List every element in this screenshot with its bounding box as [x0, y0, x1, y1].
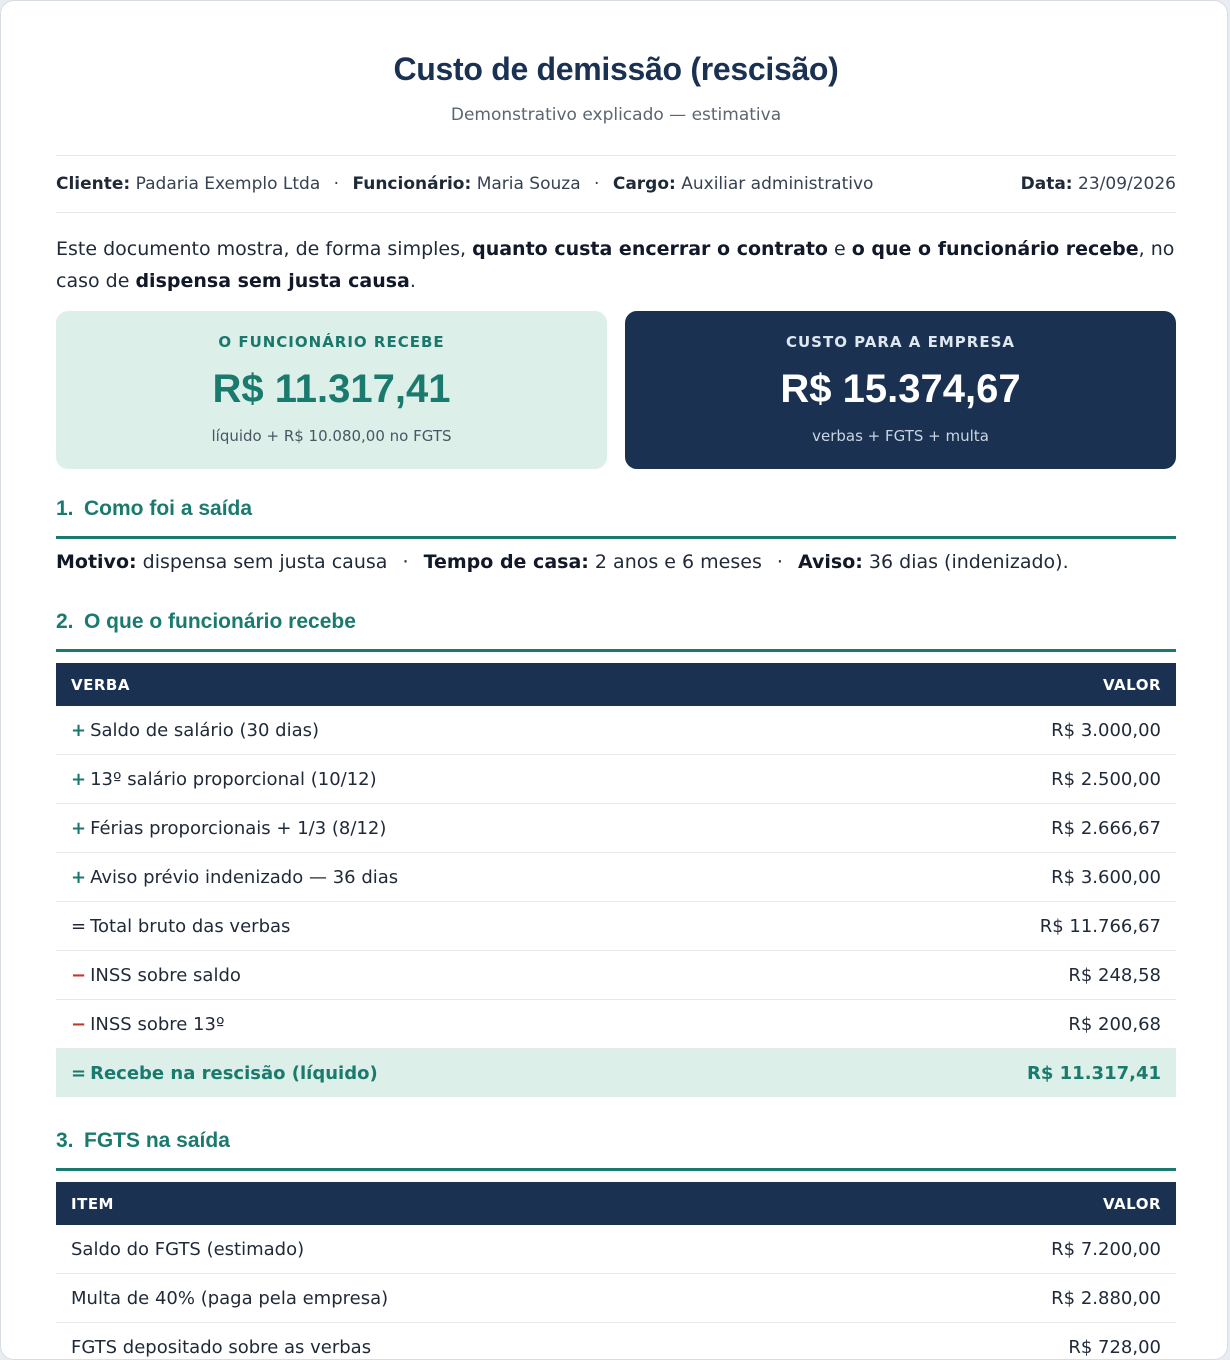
row-label: Recebe na rescisão (líquido) [90, 1063, 378, 1084]
date-value: 23/09/2026 [1078, 174, 1176, 194]
row-label: Saldo do FGTS (estimado) [56, 1225, 854, 1274]
row-label: Total bruto das verbas [90, 916, 290, 937]
row-value: R$ 3.000,00 [824, 706, 1176, 755]
row-label-cell [56, 853, 824, 902]
card-label: O FUNCIONÁRIO RECEBE [56, 333, 607, 351]
detail-separator: · [402, 551, 408, 573]
card-label: CUSTO PARA A EMPRESA [625, 333, 1176, 351]
column-header-valor: VALOR [824, 663, 1176, 706]
row-label: Multa de 40% (paga pela empresa) [56, 1274, 854, 1323]
row-label: INSS sobre saldo [90, 965, 241, 986]
reason-label: Motivo: [56, 551, 137, 573]
row-value: R$ 728,00 [854, 1323, 1176, 1360]
column-header-valor: VALOR [854, 1182, 1176, 1225]
row-value: R$ 248,58 [824, 951, 1176, 1000]
section-number: 2. [56, 610, 84, 634]
row-value: R$ 11.317,41 [824, 1049, 1176, 1098]
section-number: 3. [56, 1129, 84, 1153]
row-value: R$ 3.600,00 [824, 853, 1176, 902]
row-label: FGTS depositado sobre as verbas [56, 1323, 854, 1360]
notice-label: Aviso: [798, 551, 863, 573]
row-label: 13º salário proporcional (10/12) [90, 769, 377, 790]
employee-name: Maria Souza [477, 174, 581, 194]
row-label-cell [56, 706, 824, 755]
row-label-cell [56, 1049, 824, 1098]
row-label-cell [56, 755, 824, 804]
column-header-verba: VERBA [56, 663, 824, 706]
receives-table [56, 663, 1176, 1097]
plus-sign: + [71, 769, 86, 790]
intro-text: e [828, 238, 852, 260]
notice-value: 36 dias (indenizado). [869, 551, 1069, 573]
meta-separator: · [594, 174, 599, 194]
table-row [56, 1274, 1176, 1323]
card-subtext: verbas + FGTS + multa [625, 427, 1176, 445]
section-title: O que o funcionário recebe [84, 610, 356, 633]
table-row [56, 1000, 1176, 1049]
exit-details [56, 551, 1176, 573]
card-amount: R$ 11.317,41 [56, 367, 607, 412]
intro-paragraph [56, 233, 1176, 297]
client-name: Padaria Exemplo Ltda [136, 174, 321, 194]
intro-emphasis: o que o funcionário recebe [852, 238, 1139, 260]
intro-text: , no caso de [56, 238, 1174, 292]
row-value: R$ 2.500,00 [824, 755, 1176, 804]
meta-right [1021, 174, 1176, 194]
employee-receives-card [56, 311, 607, 469]
date-label: Data: [1021, 174, 1073, 194]
column-header-item: ITEM [56, 1182, 854, 1225]
section-title: FGTS na saída [84, 1129, 230, 1152]
minus-sign: − [71, 1014, 86, 1035]
table-header-row [56, 1182, 1176, 1225]
role-label: Cargo: [613, 174, 676, 194]
fgts-table [56, 1182, 1176, 1360]
total-row [56, 1049, 1176, 1098]
table-row [56, 902, 1176, 951]
minus-sign: − [71, 965, 86, 986]
row-value: R$ 7.200,00 [854, 1225, 1176, 1274]
tenure-value: 2 anos e 6 meses [595, 551, 762, 573]
company-cost-card [625, 311, 1176, 469]
employee-label: Funcionário: [352, 174, 471, 194]
card-subtext: líquido + R$ 10.080,00 no FGTS [56, 427, 607, 445]
intro-text: Este documento mostra, de forma simples, [56, 238, 472, 260]
intro-text: . [410, 270, 416, 292]
meta-left [56, 174, 873, 194]
role-name: Auxiliar administrativo [681, 174, 873, 194]
table-row [56, 755, 1176, 804]
row-label-cell [56, 951, 824, 1000]
meta-separator: · [334, 174, 339, 194]
row-value: R$ 200,68 [824, 1000, 1176, 1049]
page-title: Custo de demissão (rescisão) [56, 51, 1176, 88]
intro-emphasis: dispensa sem justa causa [135, 270, 409, 292]
table-row [56, 1323, 1176, 1360]
equals-sign: = [71, 1063, 86, 1084]
section-heading-fgts [56, 1129, 1176, 1171]
section-title: Como foi a saída [84, 497, 252, 520]
meta-bar [56, 155, 1176, 213]
table-header-row [56, 663, 1176, 706]
table-row [56, 804, 1176, 853]
row-label: Saldo de salário (30 dias) [90, 720, 319, 741]
tenure-label: Tempo de casa: [424, 551, 589, 573]
row-label-cell [56, 902, 824, 951]
row-label-cell [56, 804, 824, 853]
reason-value: dispensa sem justa causa [143, 551, 388, 573]
plus-sign: + [71, 867, 86, 888]
table-row [56, 706, 1176, 755]
table-row [56, 951, 1176, 1000]
section-number: 1. [56, 497, 84, 521]
row-value: R$ 2.666,67 [824, 804, 1176, 853]
equals-sign: = [71, 916, 86, 937]
row-label: Aviso prévio indenizado — 36 dias [90, 867, 398, 888]
page-subtitle: Demonstrativo explicado — estimativa [56, 105, 1176, 125]
table-row [56, 853, 1176, 902]
section-heading-receives [56, 610, 1176, 652]
client-label: Cliente: [56, 174, 130, 194]
row-value: R$ 11.766,67 [824, 902, 1176, 951]
row-label: INSS sobre 13º [90, 1014, 224, 1035]
row-value: R$ 2.880,00 [854, 1274, 1176, 1323]
plus-sign: + [71, 818, 86, 839]
detail-separator: · [777, 551, 783, 573]
card-amount: R$ 15.374,67 [625, 367, 1176, 412]
summary-cards [56, 311, 1176, 469]
row-label: Férias proporcionais + 1/3 (8/12) [90, 818, 386, 839]
row-label-cell [56, 1000, 824, 1049]
plus-sign: + [71, 720, 86, 741]
intro-emphasis: quanto custa encerrar o contrato [472, 238, 828, 260]
section-heading-exit [56, 497, 1176, 539]
table-row [56, 1225, 1176, 1274]
